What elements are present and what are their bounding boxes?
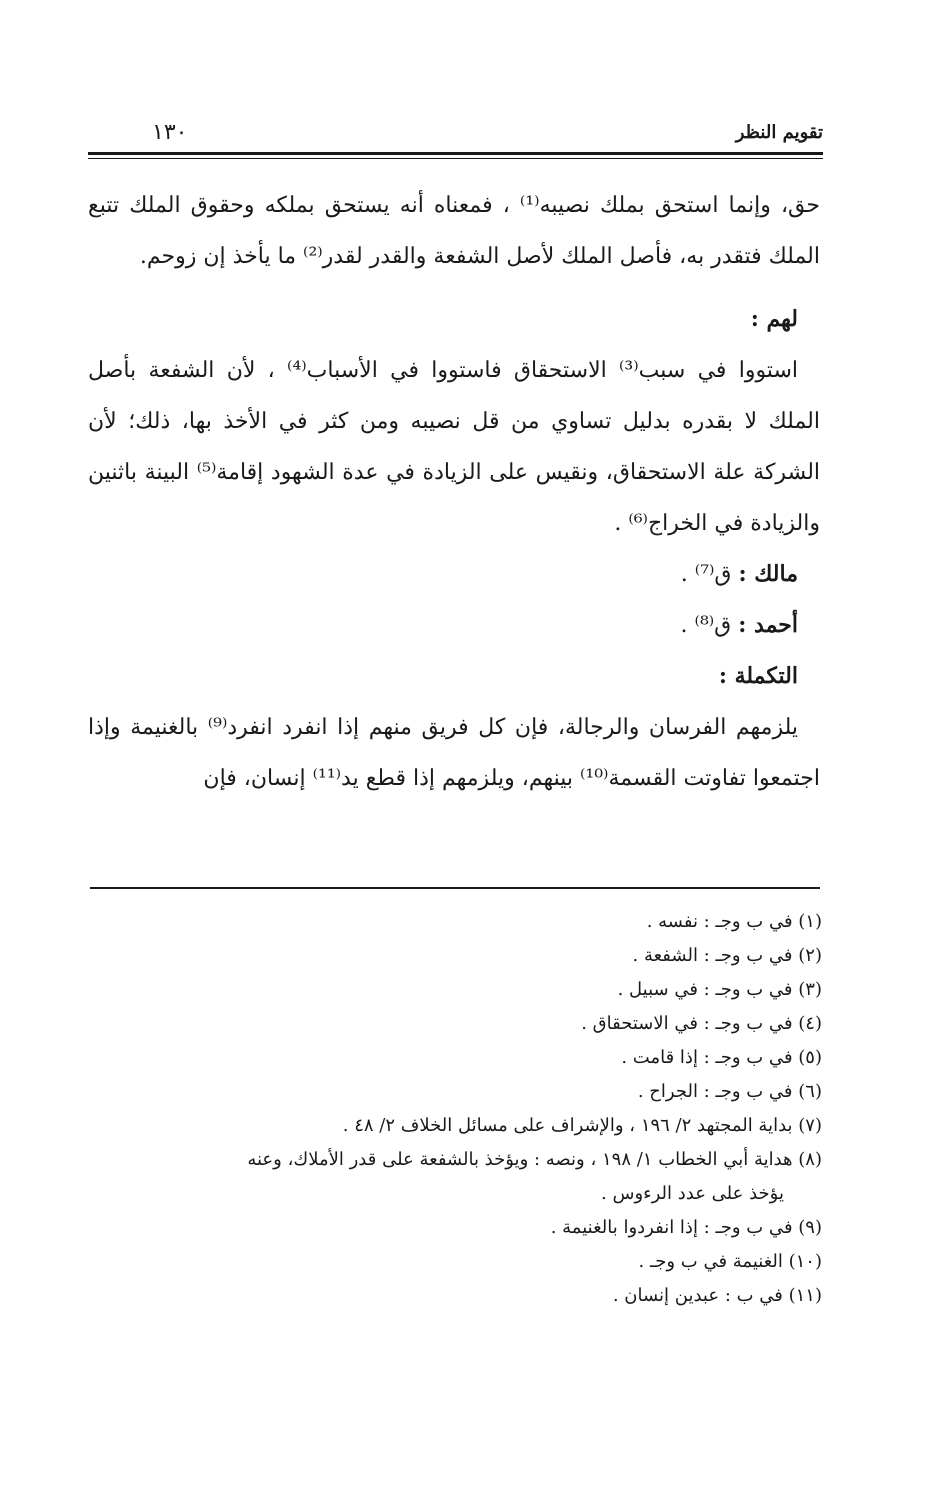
ahmad-line — [88, 600, 820, 651]
footnote-1: (١) في ب وجـ : نفسه . — [646, 911, 822, 932]
page-number: ١٣٠ — [152, 120, 188, 145]
header-rule-thin — [88, 158, 823, 159]
footnote-10: (١٠) الغنيمة في ب وجـ . — [638, 1251, 822, 1272]
footnote-6: (٦) في ب وجـ : الجراح . — [637, 1081, 822, 1102]
footnote-2: (٢) في ب وجـ : الشفعة . — [632, 945, 822, 966]
main-text — [88, 180, 820, 804]
paragraph-2: استووا في سبب⁽³⁾ الاستحقاق فاستووا في الأسباب⁽⁴⁾ ، لأن الشفعة بأصل الملك لا بقدره بدليل تساوي من قل نصيبه ومن كثر في الأخذ بها، ذلك؛ لأن الشركة علة الاستحقاق، ونقيس على الزيادة في عدة الشهود إقامة⁽⁵⁾ البينة باثنين والزيادة في الخراج⁽⁶⁾ . — [88, 358, 821, 536]
footnote-5: (٥) في ب وجـ : إذا قامت . — [621, 1047, 822, 1068]
ahmad-label: أحمد : — [738, 612, 798, 638]
paragraph-1: حق، وإنما استحق بملك نصيبه⁽¹⁾ ، فمعناه أنه يستحق بملكه وحقوق الملك تتبع الملك فتقدر به، فأصل الملك لأصل الشفعة والقدر لقدر⁽²⁾ ما يأخذ إن زوحم. — [88, 193, 820, 269]
paragraph-3: يلزمهم الفرسان والرجالة، فإن كل فريق منهم إذا انفرد انفرد⁽⁹⁾ بالغنيمة وإذا اجتمعوا تفاوتت القسمة⁽¹⁰⁾ بينهم، ويلزمهم إذا قطع يد⁽¹¹⁾ إنسان، فإن — [88, 715, 820, 791]
header-rule — [88, 152, 823, 155]
malik-line — [88, 549, 820, 600]
footnote-8-continued: يؤخذ على عدد الرءوس . — [601, 1183, 784, 1204]
footnote-11: (١١) في ب : عبدين إنسان . — [612, 1285, 822, 1306]
heading-takmila: التكملة : — [718, 663, 798, 689]
footnote-4: (٤) في ب وجـ : في الاستحقاق . — [581, 1013, 822, 1034]
ahmad-text: ق⁽⁸⁾ . — [680, 613, 739, 638]
malik-text: ق⁽⁷⁾ . — [680, 562, 739, 587]
running-title: تقويم النظر — [735, 122, 823, 143]
malik-label: مالك : — [738, 561, 798, 587]
footnote-7: (٧) بداية المجتهد ٢/ ١٩٦ ، والإشراف على مسائل الخلاف ٢/ ٤٨ . — [342, 1115, 822, 1136]
heading-lahum: لهم : — [750, 306, 798, 332]
footnote-9: (٩) في ب وجـ : إذا انفردوا بالغنيمة . — [550, 1217, 822, 1238]
footnote-3: (٣) في ب وجـ : في سبيل . — [617, 979, 822, 1000]
footnote-separator — [90, 887, 820, 889]
running-head — [88, 118, 823, 152]
footnotes — [88, 905, 822, 1313]
footnote-8: (٨) هداية أبي الخطاب ١/ ١٩٨ ، ونصه : ويؤخذ بالشفعة على قدر الأملاك، وعنه — [247, 1149, 822, 1170]
